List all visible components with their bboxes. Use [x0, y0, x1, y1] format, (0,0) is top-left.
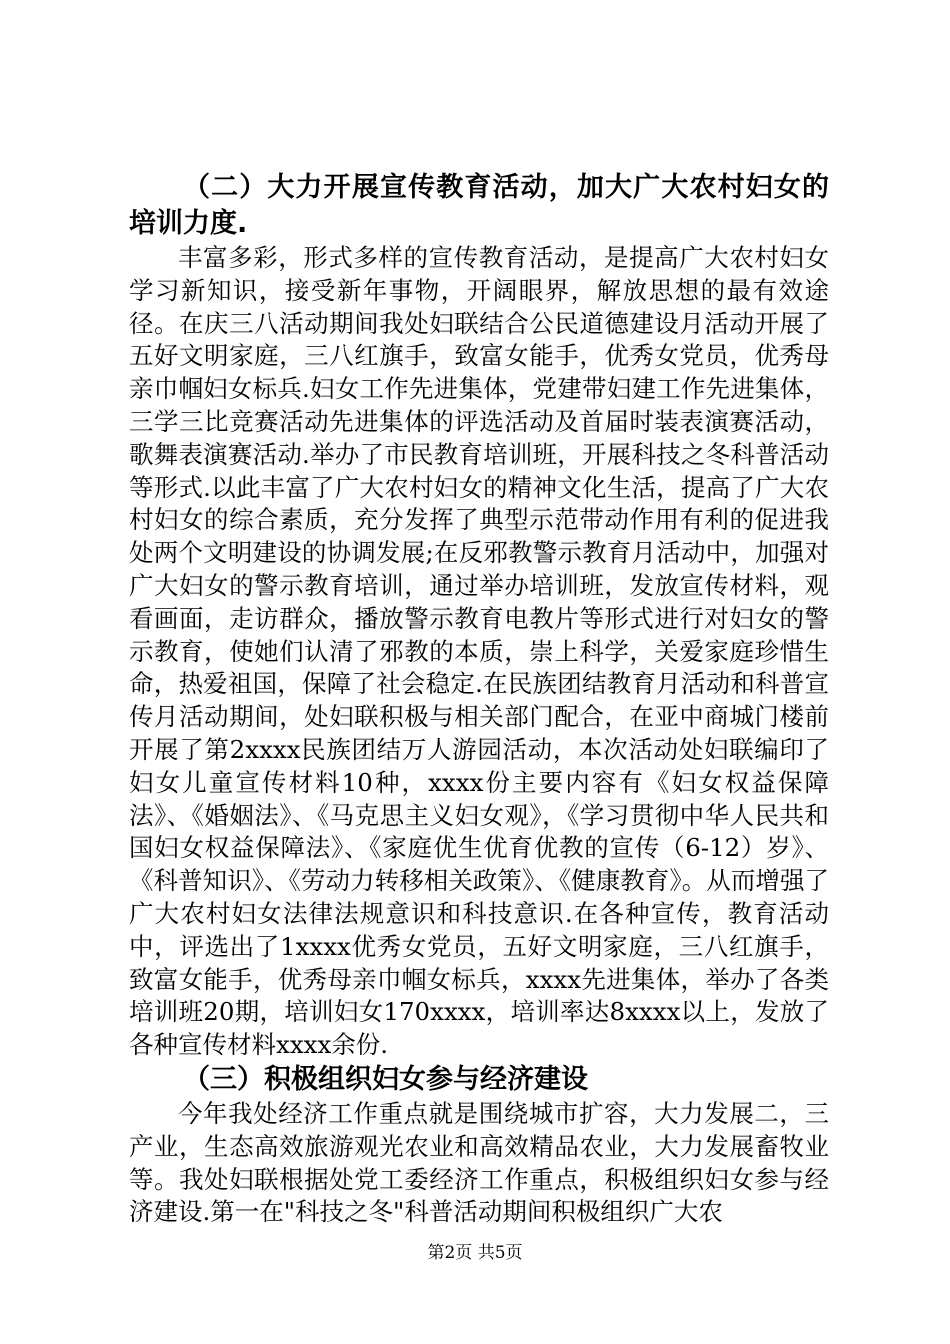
- section-3-heading: （三）积极组织妇女参与经济建设: [183, 1063, 588, 1095]
- document-body: [129, 170, 829, 1229]
- page-number-footer: 第2页 共5页: [427, 1243, 523, 1263]
- section-2-heading: （二）大力开展宣传教育活动，加大广大农村妇女的培训力度.: [129, 172, 829, 239]
- section-3-paragraph: 今年我处经济工作重点就是围绕城市扩容，大力发展二，三产业，生态高效旅游观光农业和高效精品农业，大力发展畜牧业等。我处妇联根据处党工委经济工作重点，积极组织妇女参与经济建设.第一在"科技之冬"科普活动期间积极组织广大农: [129, 1098, 829, 1227]
- section-2-paragraph: 丰富多彩，形式多样的宣传教育活动，是提高广大农村妇女学习新知识，接受新年事物，开阔眼界，解放思想的最有效途径。在庆三八活动期间我处妇联结合公民道德建设月活动开展了五好文明家庭，三八红旗手，致富女能手，优秀女党员，优秀母亲巾帼妇女标兵.妇女工作先进集体，党建带妇建工作先进集体，三学三比竞赛活动先进集体的评选活动及首届时装表演赛活动，歌舞表演赛活动.举办了市民教育培训班，开展科技之冬科普活动等形式.以此丰富了广大农村妇女的精神文化生活，提高了广大农村妇女的综合素质，充分发挥了典型示范带动作用有利的促进我处两个文明建设的协调发展;在反邪教警示教育月活动中，加强对广大妇女的警示教育培训，通过举办培训班，发放宣传材料，观看画面，走访群众，播放警示教育电教片等形式进行对妇女的警示教育，使她们认清了邪教的本质，崇上科学，关爱家庭珍惜生命，热爱祖国，保障了社会稳定.在民族团结教育月活动和科普宣传月活动期间，处妇联积极与相关部门配合，在亚中商城门楼前开展了第2xxxx民族团结万人游园活动，本次活动处妇联编印了妇女儿童宣传材料10种，xxxx份主要内容有《妇女权益保障法》、《婚姻法》、《马克思主义妇女观》，《学习贯彻中华人民共和国妇女权益保障法》、《家庭优生优育优教的宣传（6-12）岁》、《科普知识》、《劳动力转移相关政策》、《健康教育》。从而增强了广大农村妇女法律法规意识和科技意识.在各种宣传，教育活动中，评选出了1xxxx优秀女党员，五好文明家庭，三八红旗手，致富女能手，优秀母亲巾帼女标兵，xxxx先进集体，举办了各类培训班20期，培训妇女170xxxx，培训率达8xxxx以上，发放了各种宣传材料xxxx余份.: [129, 243, 829, 1060]
